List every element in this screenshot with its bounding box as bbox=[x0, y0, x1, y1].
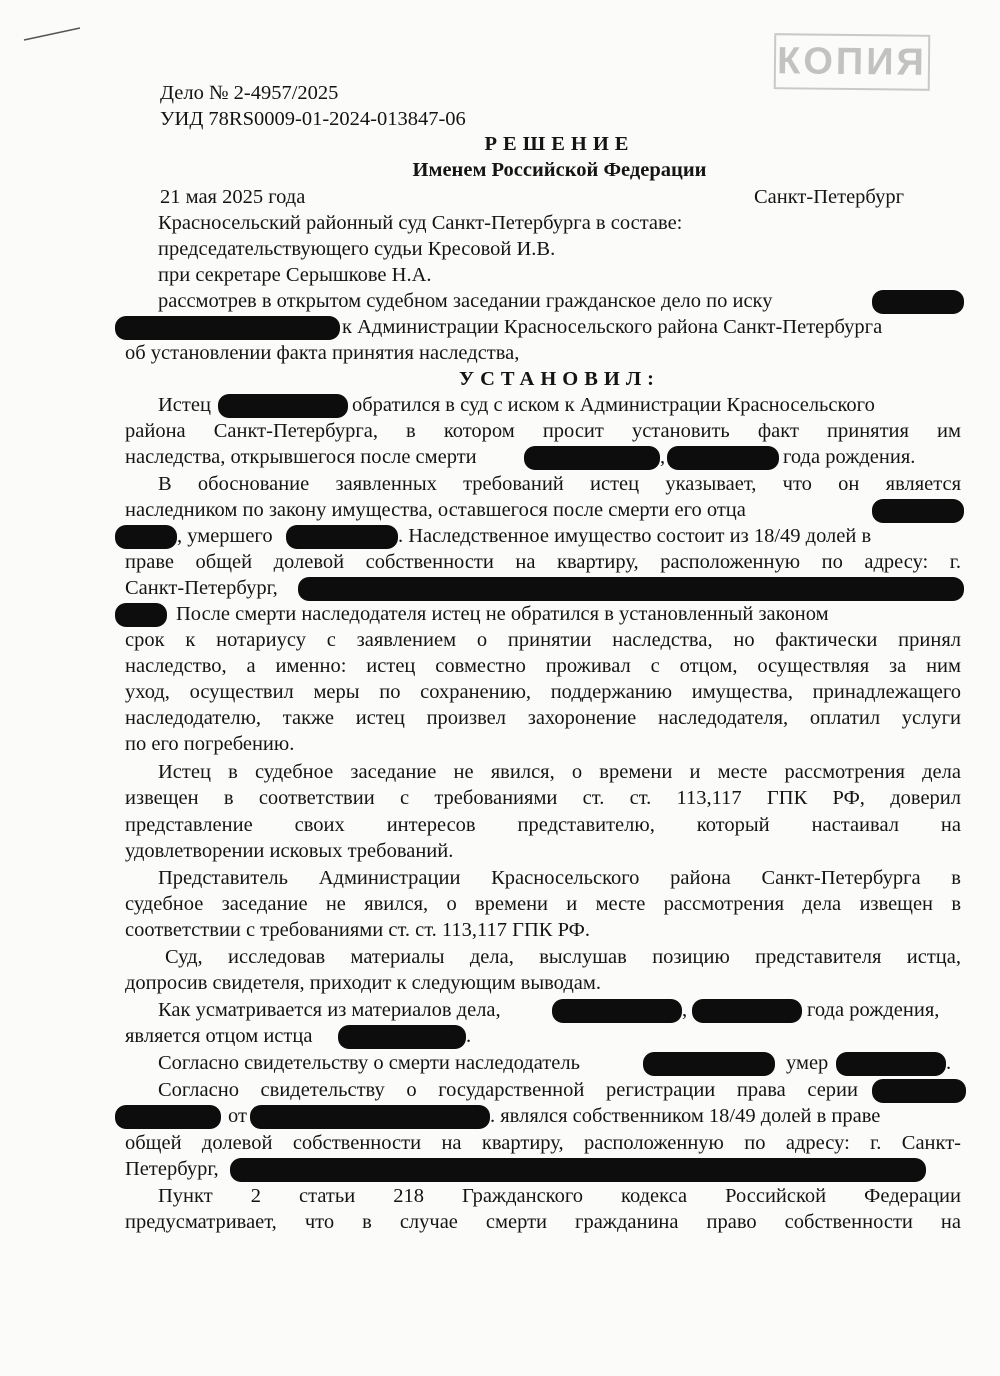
redaction bbox=[115, 316, 340, 340]
text-line: уход, осуществил меры по сохранению, поддержанию имущества, принадлежащего bbox=[125, 681, 961, 703]
redaction bbox=[524, 446, 660, 470]
redaction bbox=[115, 525, 177, 549]
redaction bbox=[643, 1052, 775, 1076]
text-line: наследство, а именно: истец совместно проживал с отцом, осуществляя за ним bbox=[125, 655, 961, 677]
subject-line: об установлении факта принятия наследства, bbox=[125, 342, 520, 364]
text-line: является отцом истца bbox=[125, 1025, 313, 1047]
decision-city: Санкт-Петербург bbox=[754, 186, 904, 208]
case-line: рассмотрев в открытом судебном заседании гражданское дело по иску bbox=[158, 290, 773, 312]
document-title: РЕШЕНИЕ bbox=[484, 133, 635, 155]
text-line: срок к нотариусу с заявлением о принятии наследства, но фактически принял bbox=[125, 629, 961, 651]
court-line: Красносельский районный суд Санкт-Петербурга в составе: bbox=[158, 212, 683, 234]
redaction bbox=[692, 999, 802, 1023]
secretary-line: при секретаре Серышкове Н.А. bbox=[158, 264, 432, 286]
redaction bbox=[872, 499, 964, 523]
text-line: представление своих интересов представителю, который настаивал на bbox=[125, 814, 961, 836]
text-line: года рождения, bbox=[807, 999, 940, 1021]
text-line: Истец bbox=[158, 394, 211, 416]
text-line: Пункт 2 статьи 218 Гражданского кодекса Российской Федерации bbox=[158, 1185, 961, 1207]
section-heading: УСТАНОВИЛ: bbox=[459, 368, 660, 390]
text-line: судебное заседание не явился, о времени и месте рассмотрения дела извещен в bbox=[125, 893, 961, 915]
text-line: Представитель Администрации Красносельского района Санкт-Петербурга в bbox=[158, 867, 961, 889]
text-line: наследником по закону имущества, оставшегося после смерти его отца bbox=[125, 499, 746, 521]
text-line: Как усматривается из материалов дела, bbox=[158, 999, 501, 1021]
text-line: года рождения. bbox=[783, 446, 916, 468]
document-subtitle: Именем Российской Федерации bbox=[412, 159, 707, 181]
copy-stamp: КОПИЯ bbox=[774, 33, 931, 91]
decision-date: 21 мая 2025 года bbox=[160, 186, 306, 208]
redaction bbox=[667, 446, 779, 470]
judge-line: председательствующего судьи Кресовой И.В. bbox=[158, 238, 556, 260]
text-line: удовлетворении исковых требований. bbox=[125, 840, 454, 862]
text-line: от bbox=[228, 1105, 247, 1127]
text-line: района Санкт-Петербурга, в котором просит установить факт принятия им bbox=[125, 420, 961, 442]
text-line: . bbox=[946, 1052, 952, 1074]
case-uid: УИД 78RS0009-01-2024-013847-06 bbox=[160, 108, 466, 130]
text-line: . являлся собственником 18/49 долей в праве bbox=[490, 1105, 881, 1127]
text-line: Суд, исследовав материалы дела, выслушав позицию представителя истца, bbox=[165, 946, 961, 968]
text-line: , bbox=[682, 999, 688, 1021]
respondent-line: к Администрации Красносельского района Санкт-Петербурга bbox=[342, 316, 883, 338]
redaction bbox=[298, 577, 964, 601]
text-line: Согласно свидетельству о смерти наследодатель bbox=[158, 1052, 580, 1074]
redaction bbox=[230, 1158, 926, 1182]
text-line: Санкт-Петербург, bbox=[125, 577, 278, 599]
text-line: Согласно свидетельству о государственной регистрации права серии bbox=[158, 1079, 858, 1101]
text-line: , bbox=[660, 446, 666, 468]
redaction bbox=[836, 1052, 946, 1076]
redaction bbox=[338, 1025, 466, 1049]
text-line: Петербург, bbox=[125, 1158, 219, 1180]
text-line: наследства, открывшегося после смерти bbox=[125, 446, 477, 468]
case-number: Дело № 2-4957/2025 bbox=[160, 82, 339, 104]
date-place-row bbox=[160, 184, 960, 210]
text-line: допросив свидетеля, приходит к следующим выводам. bbox=[125, 972, 601, 994]
text-line: обратился в суд с иском к Администрации Красносельского bbox=[352, 394, 875, 416]
redaction bbox=[115, 603, 167, 627]
text-line: умер bbox=[786, 1052, 829, 1074]
text-line: по его погребению. bbox=[125, 733, 295, 755]
text-line: наследодателю, также истец произвел захоронение наследодателя, оплатил услуги bbox=[125, 707, 961, 729]
text-line: , умершего bbox=[177, 525, 273, 547]
redaction bbox=[872, 1079, 966, 1103]
redaction bbox=[115, 1105, 221, 1129]
redaction bbox=[218, 394, 348, 418]
text-line: праве общей долевой собственности на квартиру, расположенную по адресу: г. bbox=[125, 551, 961, 573]
redaction bbox=[872, 290, 964, 314]
text-line: . bbox=[466, 1025, 472, 1047]
redaction bbox=[250, 1105, 490, 1129]
text-line: общей долевой собственности на квартиру, расположенную по адресу: г. Санкт- bbox=[125, 1132, 961, 1154]
text-line: соответствии с требованиями ст. ст. 113,117 ГПК РФ. bbox=[125, 919, 590, 941]
text-line: извещен в соответствии с требованиями ст. ст. 113,117 ГПК РФ, доверил bbox=[125, 787, 961, 809]
text-line: Истец в судебное заседание не явился, о времени и месте рассмотрения дела bbox=[158, 761, 961, 783]
text-line: После смерти наследодателя истец не обратился в установленный законом bbox=[176, 603, 829, 625]
text-line: . Наследственное имущество состоит из 18/49 долей в bbox=[398, 525, 872, 547]
scan-mark bbox=[22, 24, 82, 44]
redaction bbox=[552, 999, 682, 1023]
text-line: предусматривает, что в случае смерти гражданина право собственности на bbox=[125, 1211, 961, 1233]
redaction bbox=[286, 525, 398, 549]
text-line: В обоснование заявленных требований истец указывает, что он является bbox=[158, 473, 961, 495]
